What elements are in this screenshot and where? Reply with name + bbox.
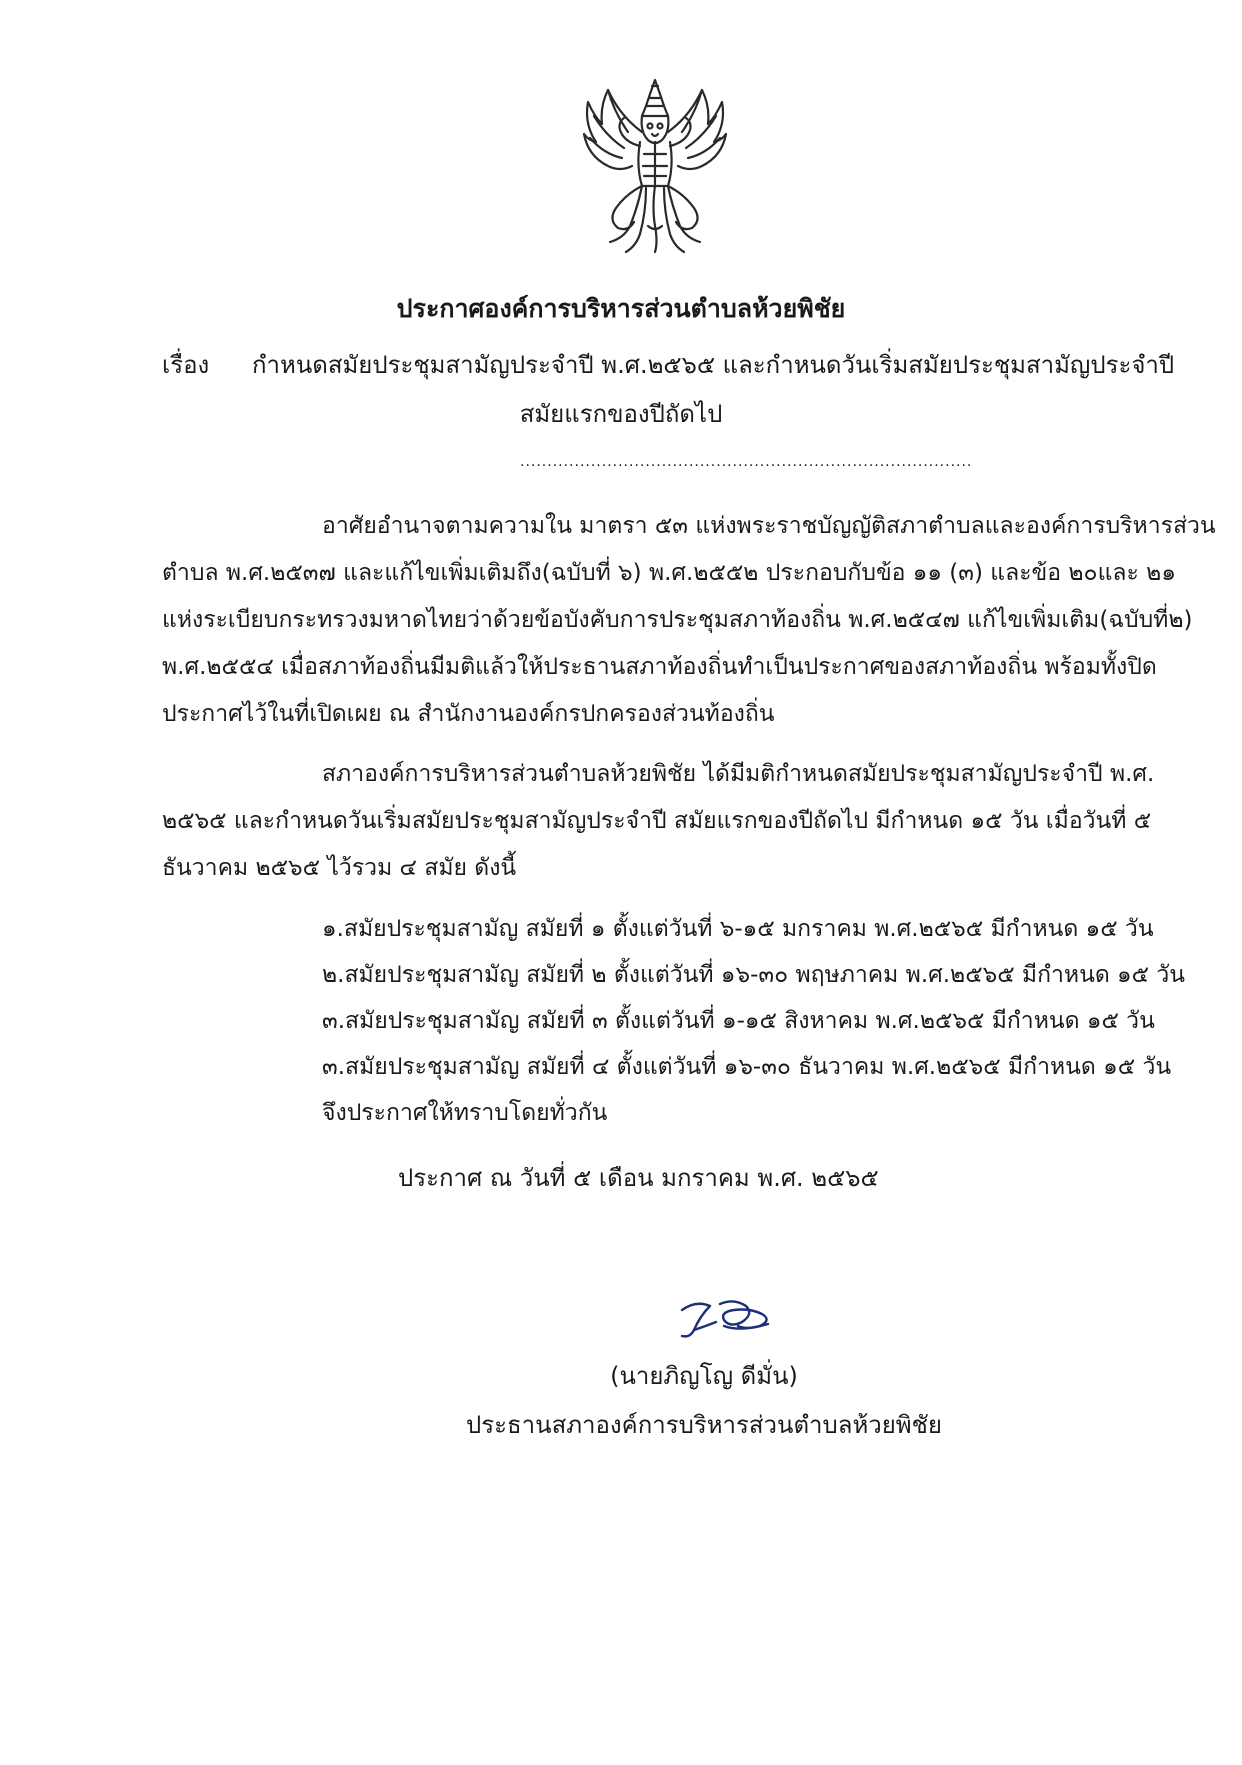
paragraph-2-line: ธันวาคม ๒๕๖๕ ไว้รวม ๔ สมัย ดังนี้	[162, 855, 517, 881]
session-item: ๓.สมัยประชุมสามัญ สมัยที่ ๔ ตั้งแต่วันที่ ๑๖-๓๐ ธันวาคม พ.ศ.๒๕๖๕ มีกำหนด ๑๕ วัน	[322, 1054, 1172, 1080]
paragraph-1-line: ประกาศไว้ในที่เปิดเผย ณ สำนักงานองค์กรปกครองส่วนท้องถิ่น	[162, 701, 775, 727]
signer-name: (นายภิญโญ ดีมั่น)	[610, 1362, 798, 1390]
session-item: ๒.สมัยประชุมสามัญ สมัยที่ ๒ ตั้งแต่วันที่ ๑๖-๓๐ พฤษภาคม พ.ศ.๒๕๖๕ มีกำหนด ๑๕ วัน	[322, 962, 1186, 988]
signer-title: ประธานสภาองค์การบริหารส่วนตำบลห้วยพิชัย	[466, 1411, 942, 1439]
announcement-title: ประกาศองค์การบริหารส่วนตำบลห้วยพิชัย	[396, 294, 846, 323]
handwritten-signature-icon	[676, 1296, 786, 1344]
subject-line-1: กำหนดสมัยประชุมสามัญประจำปี พ.ศ.๒๕๖๕ และกำหนดวันเริ่มสมัยประชุมสามัญประจำปี	[252, 351, 1175, 379]
paragraph-1-line: พ.ศ.๒๕๕๔ เมื่อสภาท้องถิ่นมีมติแล้วให้ประธานสภาท้องถิ่นทำเป็นประกาศของสภาท้องถิ่น พร้อมทั้งปิด	[162, 654, 1157, 680]
paragraph-1-line: อาศัยอำนาจตามความใน มาตรา ๕๓ แห่งพระราชบัญญัติสภาตำบลและองค์การบริหารส่วน	[322, 513, 1216, 539]
session-item: ๓.สมัยประชุมสามัญ สมัยที่ ๓ ตั้งแต่วันที่ ๑-๑๕ สิงหาคม พ.ศ.๒๕๖๕ มีกำหนด ๑๕ วัน	[322, 1008, 1155, 1034]
paragraph-1-line: แห่งระเบียบกระทรวงมหาดไทยว่าด้วยข้อบังคับการประชุมสภาท้องถิ่น พ.ศ.๒๕๔๗ แก้ไขเพิ่มเติม(ฉบับที่๒)	[162, 607, 1193, 633]
garuda-emblem-icon	[580, 76, 730, 256]
dotted-separator: ...................................................................................	[520, 454, 973, 470]
paragraph-1-line: ตำบล พ.ศ.๒๕๓๗ และแก้ไขเพิ่มเติมถึง(ฉบับที่ ๖) พ.ศ.๒๕๕๒ ประกอบกับข้อ ๑๑ (๓) และข้อ ๒๐และ ๒๑	[162, 560, 1176, 586]
paragraph-2-line: ๒๕๖๕ และกำหนดวันเริ่มสมัยประชุมสามัญประจำปี สมัยแรกของปีถัดไป มีกำหนด ๑๕ วัน เมื่อวันที่ ๕	[162, 808, 1152, 834]
closing-statement: จึงประกาศให้ทราบโดยทั่วกัน	[322, 1100, 608, 1126]
paragraph-2-line: สภาองค์การบริหารส่วนตำบลห้วยพิชัย ได้มีมติกำหนดสมัยประชุมสามัญประจำปี พ.ศ.	[322, 761, 1155, 787]
subject-prefix: เรื่อง	[162, 351, 210, 379]
session-item: ๑.สมัยประชุมสามัญ สมัยที่ ๑ ตั้งแต่วันที่ ๖-๑๕ มกราคม พ.ศ.๒๕๖๕ มีกำหนด ๑๕ วัน	[322, 916, 1154, 942]
subject-line-2: สมัยแรกของปีถัดไป	[519, 400, 723, 428]
announcement-date: ประกาศ ณ วันที่ ๕ เดือน มกราคม พ.ศ. ๒๕๖๕	[398, 1164, 879, 1192]
